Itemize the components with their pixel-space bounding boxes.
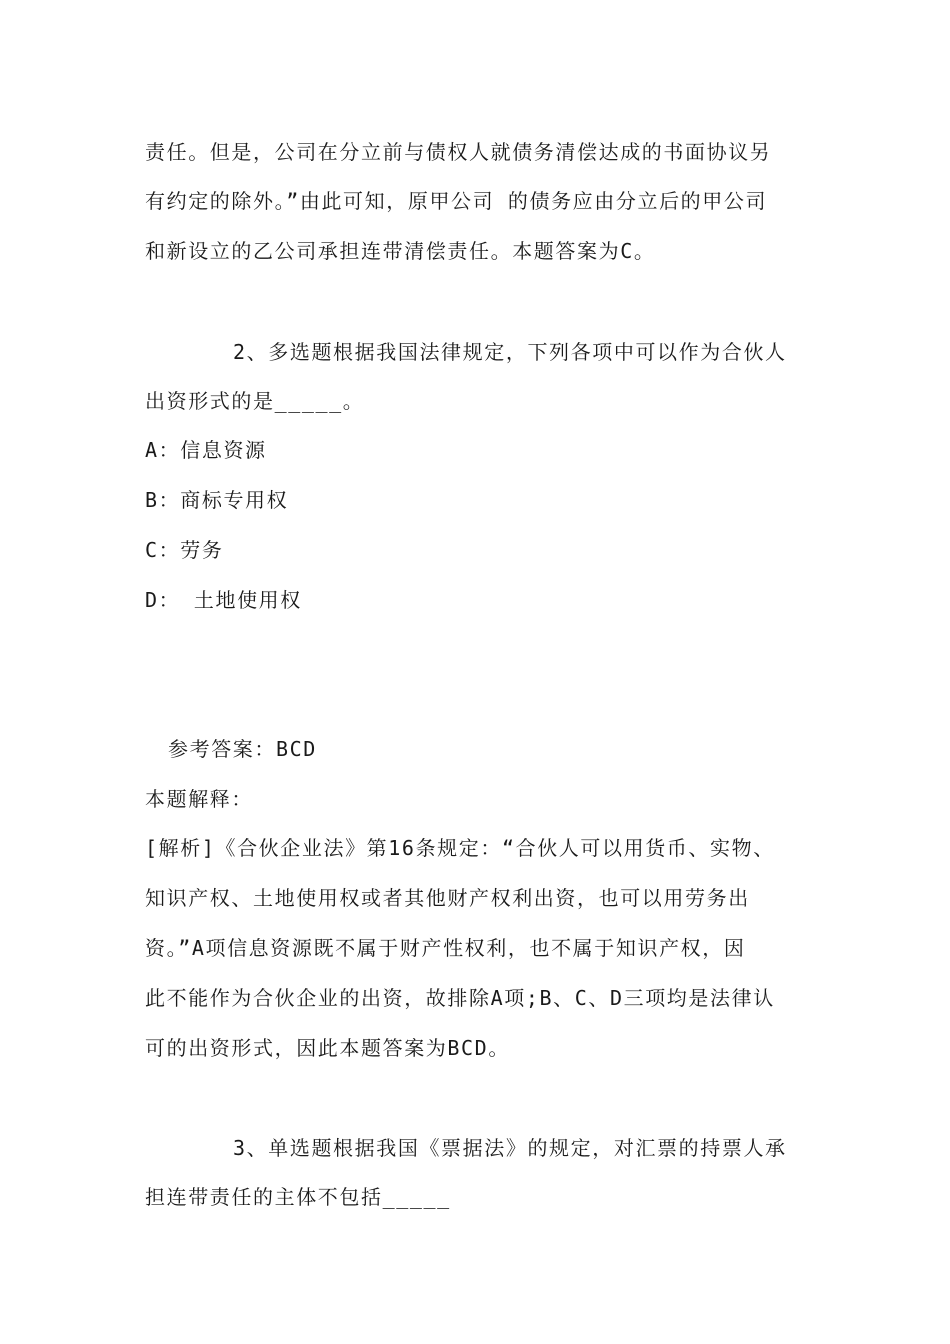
explanation-line: [解析]《合伙企业法》第16条规定：“合伙人可以用货币、实物、 xyxy=(145,836,775,860)
paragraph-line: 和新设立的乙公司承担连带清偿责任。本题答案为C。 xyxy=(145,239,656,263)
question-2-stem: 2、多选题根据我国法律规定，下列各项中可以作为合伙人 xyxy=(233,340,787,364)
explanation-line: 知识产权、土地使用权或者其他财产权利出资，也可以用劳务出 xyxy=(145,886,750,910)
paragraph-line: 有约定的除外。”由此可知，原甲公司 的债务应由分立后的甲公司 xyxy=(145,189,768,213)
explanation-line: 资。”A项信息资源既不属于财产性权利，也不属于知识产权，因 xyxy=(145,936,746,960)
option-c: C：劳务 xyxy=(145,538,224,562)
question-3-stem-cont: 担连带责任的主体不包括_____ xyxy=(145,1185,451,1209)
question-2-stem-cont: 出资形式的是_____。 xyxy=(145,389,365,413)
paragraph-line: 责任。但是，公司在分立前与债权人就债务清偿达成的书面协议另 xyxy=(145,140,772,164)
explanation-title: 本题解释： xyxy=(145,787,253,811)
explanation-line: 可的出资形式，因此本题答案为BCD。 xyxy=(145,1036,510,1060)
option-b: B：商标专用权 xyxy=(145,488,289,512)
option-d: D： 土地使用权 xyxy=(145,588,302,612)
explanation-line: 此不能作为合伙企业的出资，故排除A项;B、C、D三项均是法律认 xyxy=(145,986,775,1010)
question-3-stem: 3、单选题根据我国《票据法》的规定，对汇票的持票人承 xyxy=(233,1136,787,1160)
reference-answer: 参考答案：BCD xyxy=(168,737,317,761)
option-a: A：信息资源 xyxy=(145,438,267,462)
